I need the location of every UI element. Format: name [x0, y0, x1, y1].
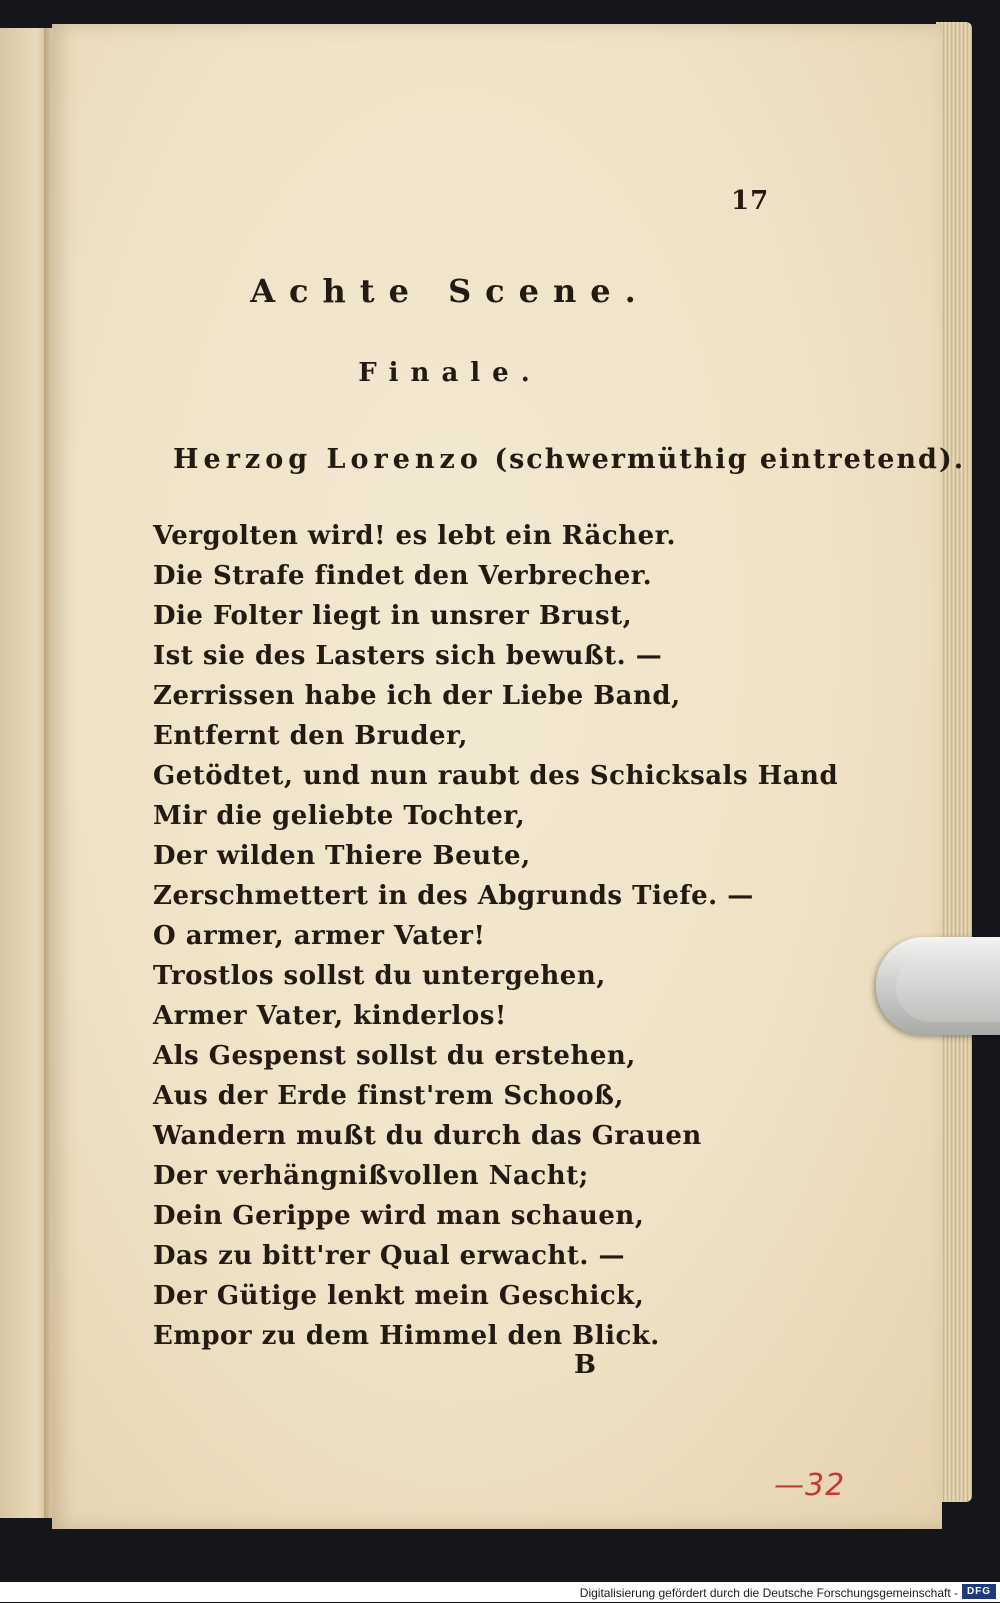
verse-line: Dein Gerippe wird man schauen,: [153, 1201, 645, 1231]
dfg-logo: DFG: [962, 1584, 996, 1599]
verse-line: Trostlos sollst du untergehen,: [153, 961, 606, 991]
verse-line: Vergolten wird! es lebt ein Rächer.: [153, 521, 676, 551]
speaker-name: Herzog Lorenzo: [173, 444, 483, 475]
verse-line: Mir die geliebte Tochter,: [153, 801, 526, 831]
speaker-line: [173, 444, 965, 475]
verse-line: Die Folter liegt in unsrer Brust,: [153, 601, 633, 631]
verse-line: Der wilden Thiere Beute,: [153, 841, 531, 871]
verse-line: O armer, armer Vater!: [153, 921, 486, 951]
bookmark-clip-highlight: [896, 952, 1000, 1022]
verse-line: Empor zu dem Himmel den Blick.: [153, 1321, 660, 1351]
verse-line: Die Strafe findet den Verbrecher.: [153, 561, 653, 591]
verse-line: Der Gütige lenkt mein Geschick,: [153, 1281, 645, 1311]
verse-line: Zerschmettert in des Abgrunds Tiefe. —: [153, 881, 754, 911]
footer-bar: [0, 1582, 1000, 1602]
pencil-annotation: —32: [774, 1468, 846, 1503]
scene-title: Achte Scene.: [250, 272, 650, 310]
verse-line: Wandern mußt du durch das Grauen: [153, 1121, 702, 1151]
catchword-signature: B: [574, 1350, 596, 1380]
verse-line: Entfernt den Bruder,: [153, 721, 468, 751]
verse-line: Getödtet, und nun raubt des Schicksals Hand: [153, 761, 839, 791]
page-number: 17: [731, 186, 770, 216]
section-heading: Finale.: [358, 358, 542, 388]
verse-line: Als Gespenst sollst du erstehen,: [153, 1041, 636, 1071]
verse-line: Aus der Erde finst'rem Schooß,: [153, 1081, 624, 1111]
verse-block: [153, 516, 838, 1356]
stage-direction: (schwermüthig eintretend).: [494, 444, 966, 475]
verse-line: Ist sie des Lasters sich bewußt. —: [153, 641, 663, 671]
verse-line: Zerrissen habe ich der Liebe Band,: [153, 681, 681, 711]
funding-credit: Digitalisierung gefördert durch die Deutsche Forschungsgemeinschaft -: [579, 1586, 958, 1600]
verse-line: Armer Vater, kinderlos!: [153, 1001, 507, 1031]
verse-line: Der verhängnißvollen Nacht;: [153, 1161, 589, 1191]
verse-line: Das zu bitt'rer Qual erwacht. —: [153, 1241, 625, 1271]
